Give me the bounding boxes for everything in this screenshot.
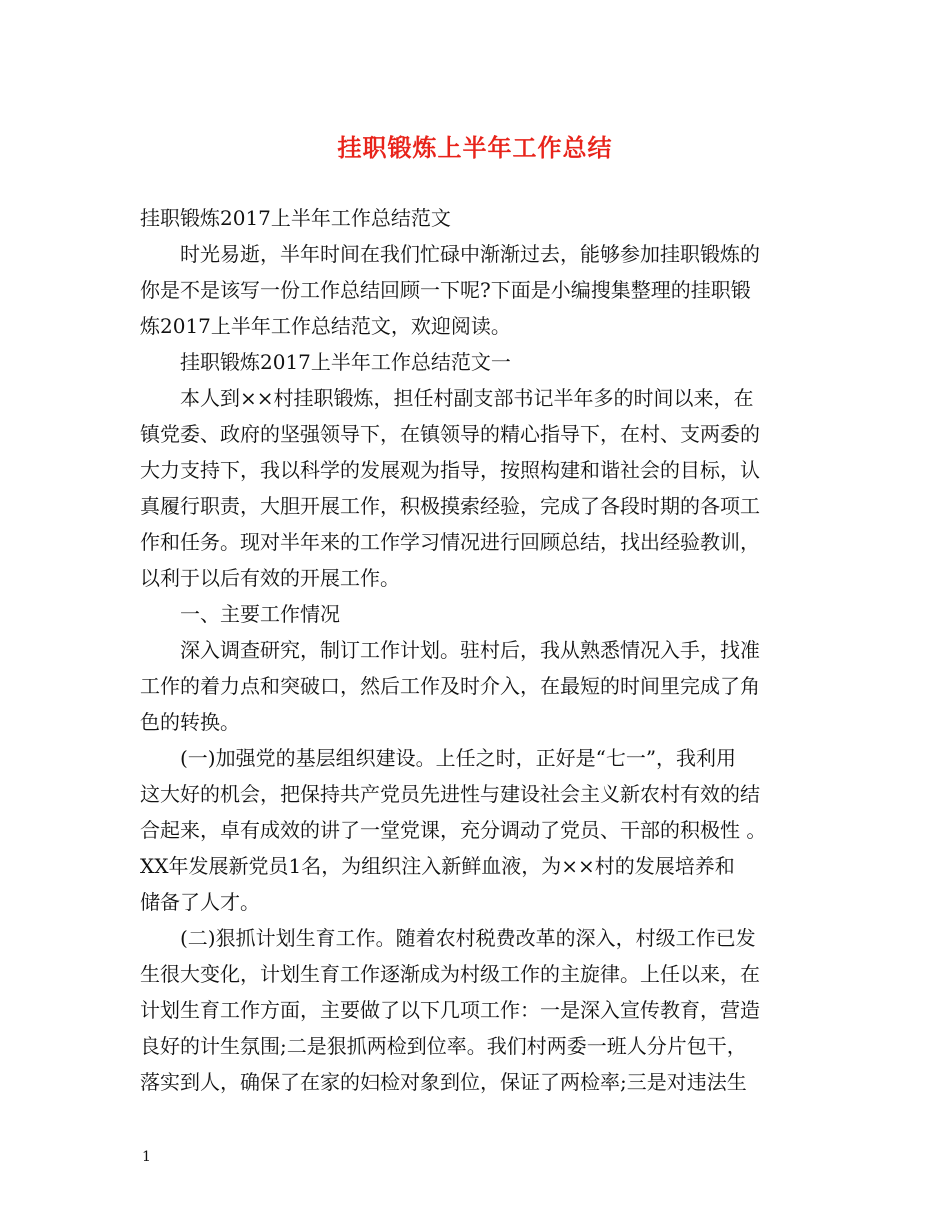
body-line: 生很大变化，计划生育工作逐渐成为村级工作的主旋律。上任以来，在 xyxy=(140,962,760,986)
body-line: (一)加强党的基层组织建设。上任之时，正好是“七一”，我利用 xyxy=(140,746,737,770)
body-line: 工作的着力点和突破口，然后工作及时介入，在最短的时间里完成了角 xyxy=(140,674,760,698)
subtitle-line: 挂职锻炼2017上半年工作总结范文 xyxy=(140,206,451,230)
body-line: 这大好的机会，把保持共产党员先进性与建设社会主义新农村有效的结 xyxy=(140,782,760,806)
body-line: 大力支持下，我以科学的发展观为指导，按照构建和谐社会的目标，认 xyxy=(140,458,760,482)
section-heading: 挂职锻炼2017上半年工作总结范文一 xyxy=(140,350,511,374)
body-line: 储备了人才。 xyxy=(140,890,260,914)
body-line: (二)狠抓计划生育工作。随着农村税费改革的深入，村级工作已发 xyxy=(140,926,756,950)
body-line: 作和任务。现对半年来的工作学习情况进行回顾总结，找出经验教训， xyxy=(140,530,760,554)
body-line: 良好的计生氛围;二是狠抓两检到位率。我们村两委一班人分片包干， xyxy=(140,1034,747,1058)
body-line: 炼2017上半年工作总结范文，欢迎阅读。 xyxy=(140,314,511,338)
body-line: 本人到××村挂职锻炼，担任村副支部书记半年多的时间以来，在 xyxy=(140,386,754,410)
body-line: 落实到人，确保了在家的妇检对象到位，保证了两检率;三是对违法生 xyxy=(140,1070,747,1094)
page-number: 1 xyxy=(142,1149,151,1165)
body-line: 真履行职责，大胆开展工作，积极摸索经验，完成了各段时期的各项工 xyxy=(140,494,760,518)
body-line: XX年发展新党员1名，为组织注入新鲜血液，为××村的发展培养和 xyxy=(140,854,735,878)
section-heading: 一、主要工作情况 xyxy=(140,602,340,626)
document-title: 挂职锻炼上半年工作总结 xyxy=(337,133,613,162)
body-line: 你是不是该写一份工作总结回顾一下呢?下面是小编搜集整理的挂职锻 xyxy=(140,278,751,302)
body-line: 计划生育工作方面，主要做了以下几项工作：一是深入宣传教育，营造 xyxy=(140,998,760,1022)
body-line: 深入调查研究，制订工作计划。驻村后，我从熟悉情况入手，找准 xyxy=(140,638,760,662)
body-line: 以利于以后有效的开展工作。 xyxy=(140,566,400,590)
body-line: 时光易逝，半年时间在我们忙碌中渐渐过去，能够参加挂职锻炼的 xyxy=(140,242,760,266)
body-line: 镇党委、政府的坚强领导下，在镇领导的精心指导下，在村、支两委的 xyxy=(140,422,760,446)
body-line: 色的转换。 xyxy=(140,710,240,734)
body-line: 合起来，卓有成效的讲了一堂党课，充分调动了党员、干部的积极性 。 xyxy=(140,818,767,842)
